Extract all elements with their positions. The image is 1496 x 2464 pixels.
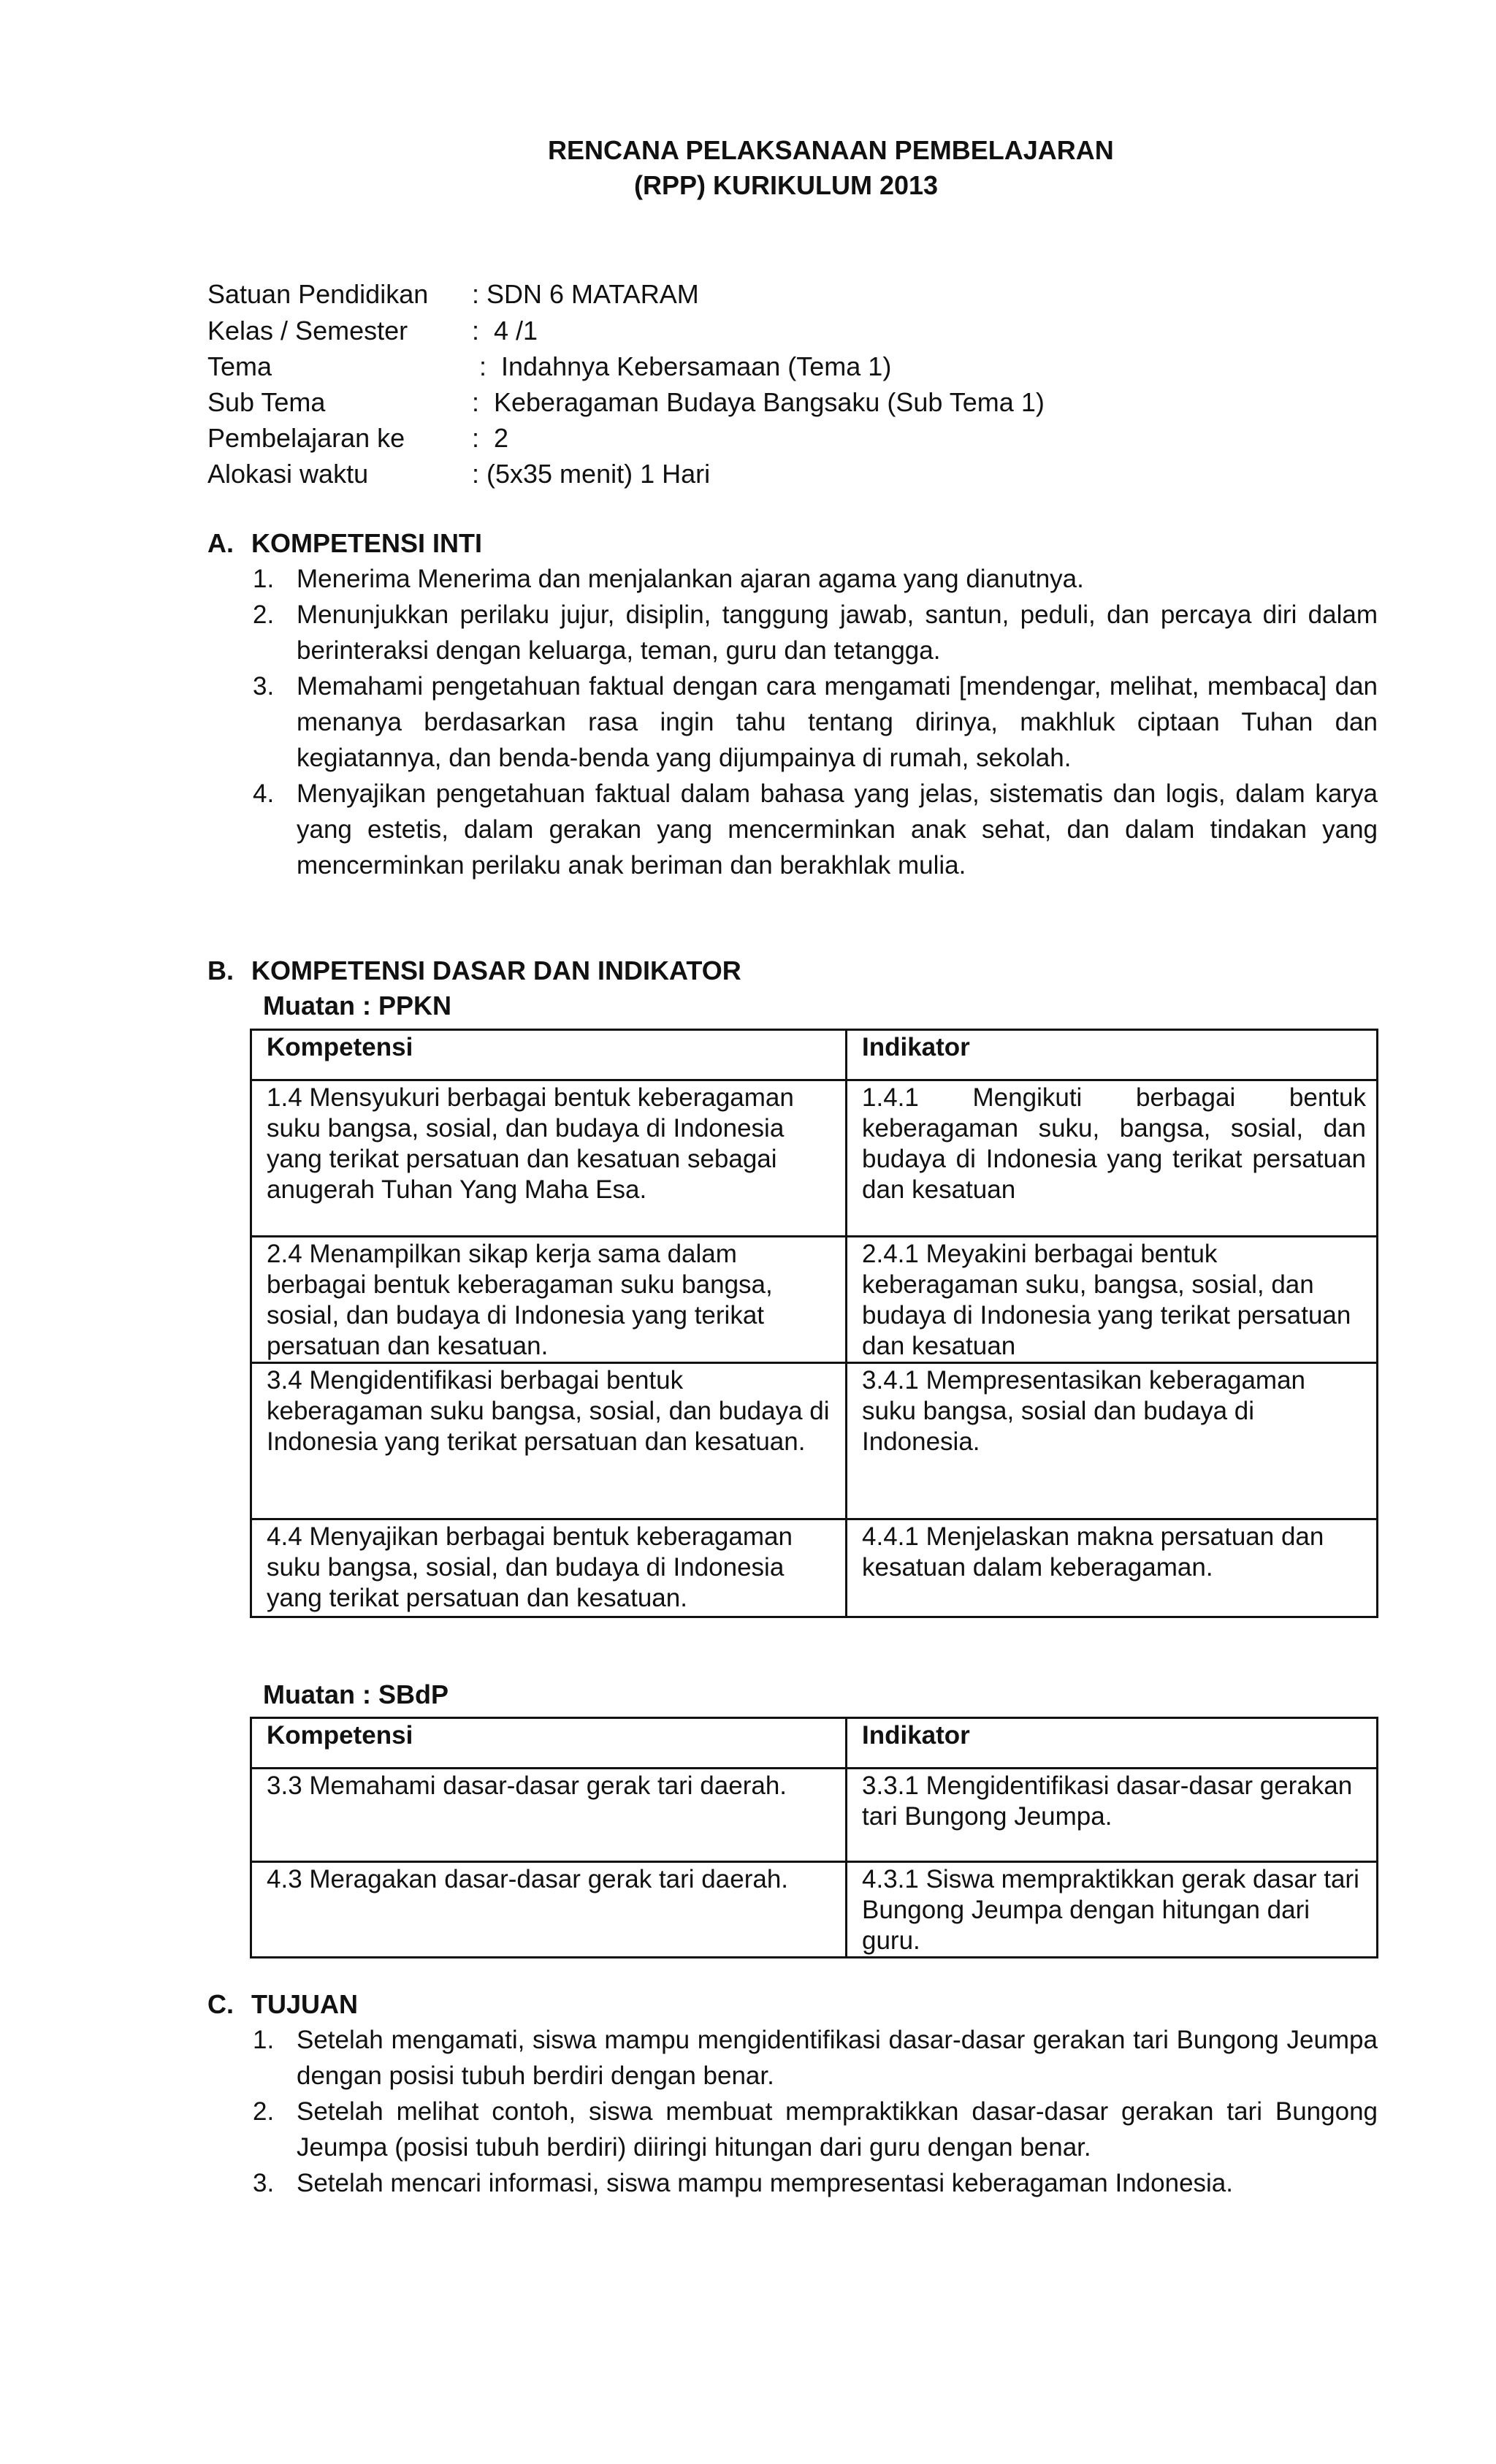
kompetensi-cell: 2.4 Menampilkan sikap kerja sama dalam berbagai bentuk keberagaman suku bangsa, sosial, dan budaya di Indonesia yang terikat persatuan dan kesatuan. xyxy=(251,1237,847,1363)
identity-row-tema xyxy=(207,348,891,385)
kompetensi-cell: 4.4 Menyajikan berbagai bentuk keberagaman suku bangsa, sosial, dan budaya di Indonesia yang terikat persatuan dan kesatuan. xyxy=(251,1519,847,1617)
kompetensi-cell: 1.4 Mensyukuri berbagai bentuk keberagaman suku bangsa, sosial, dan budaya di Indonesia yang terikat persatuan dan kesatuan sebagai anugerah Tuhan Yang Maha Esa. xyxy=(251,1080,847,1237)
identity-label: Sub Tema xyxy=(207,387,326,417)
list-number: 3. xyxy=(253,2169,275,2197)
table-row xyxy=(251,1363,1378,1519)
identity-value: : 2 xyxy=(472,423,509,453)
table-row xyxy=(251,1080,1378,1237)
indikator-cell: 1.4.1 Mengikuti berbagai bentuk keberagaman suku, bangsa, sosial, dan budaya di Indonesia yang terikat persatuan dan kesatuan xyxy=(847,1080,1378,1237)
list-item xyxy=(253,2022,1378,2094)
tujuan-list xyxy=(253,2022,1378,2201)
column-header-indikator: Indikator xyxy=(847,1030,1378,1080)
identity-label: Kelas / Semester xyxy=(207,316,408,346)
list-item xyxy=(253,561,1378,597)
kompetensi-inti-list xyxy=(253,561,1378,883)
list-item xyxy=(253,2165,1378,2201)
identity-value: : Keberagaman Budaya Bangsaku (Sub Tema 1) xyxy=(472,387,1045,417)
section-title: TUJUAN xyxy=(251,1989,359,2019)
list-text: Menyajikan pengetahuan faktual dalam bahasa yang jelas, sistematis dan logis, dalam karya yang estetis, dalam gerakan yang mencerminkan anak sehat, dan dalam tindakan yang mencerminkan perilaku anak beriman dan berakhlak mulia. xyxy=(297,779,1378,880)
section-title: KOMPETENSI INTI xyxy=(251,528,483,558)
column-header-kompetensi: Kompetensi xyxy=(251,1030,847,1080)
section-a-heading xyxy=(207,526,482,561)
table-row xyxy=(251,1237,1378,1363)
list-number: 2. xyxy=(253,600,275,629)
identity-row-satuan xyxy=(207,276,699,313)
identity-value: : 4 /1 xyxy=(472,316,538,346)
identity-value: : Indahnya Kebersamaan (Tema 1) xyxy=(472,351,892,381)
list-number: 2. xyxy=(253,2097,275,2126)
indikator-cell: 3.3.1 Mengidentifikasi dasar-dasar gerakan tari Bungong Jeumpa. xyxy=(847,1769,1378,1862)
list-text: Setelah mencari informasi, siswa mampu mempresentasi keberagaman Indonesia. xyxy=(297,2169,1233,2197)
indikator-cell: 2.4.1 Meyakini berbagai bentuk keberagaman suku, bangsa, sosial, dan budaya di Indonesia yang terikat persatuan dan kesatuan xyxy=(847,1237,1378,1363)
kompetensi-cell: 3.3 Memahami dasar-dasar gerak tari daerah. xyxy=(251,1769,847,1862)
sbdp-table xyxy=(250,1717,1378,1958)
identity-label: Alokasi waktu xyxy=(207,459,369,489)
muatan-ppkn-label: Muatan : PPKN xyxy=(263,991,452,1021)
section-c-heading xyxy=(207,1987,358,2022)
section-title: KOMPETENSI DASAR DAN INDIKATOR xyxy=(251,956,741,985)
kompetensi-cell: 4.3 Meragakan dasar-dasar gerak tari daerah. xyxy=(251,1862,847,1958)
identity-label: Tema xyxy=(207,351,272,381)
list-text: Setelah melihat contoh, siswa membuat mempraktikkan dasar-dasar gerakan tari Bungong Jeumpa (posisi tubuh berdiri) diiringi hitungan dari guru dengan benar. xyxy=(297,2097,1378,2162)
list-number: 4. xyxy=(253,779,275,808)
section-b-heading xyxy=(207,953,741,988)
identity-value: : (5x35 menit) 1 Hari xyxy=(472,459,711,489)
section-letter: B. xyxy=(207,956,234,985)
identity-row-pembelajaran xyxy=(207,420,508,457)
indikator-cell: 3.4.1 Mempresentasikan keberagaman suku bangsa, sosial dan budaya di Indonesia. xyxy=(847,1363,1378,1519)
table-header-row xyxy=(251,1030,1378,1080)
list-item xyxy=(253,776,1378,883)
table-row xyxy=(251,1862,1378,1958)
kompetensi-cell: 3.4 Mengidentifikasi berbagai bentuk keberagaman suku bangsa, sosial, dan budaya di Indonesia yang terikat persatuan dan kesatuan. xyxy=(251,1363,847,1519)
list-item xyxy=(253,2094,1378,2165)
muatan-sbdp-label: Muatan : SBdP xyxy=(263,1679,449,1709)
list-text: Setelah mengamati, siswa mampu mengidentifikasi dasar-dasar gerakan tari Bungong Jeumpa dengan posisi tubuh berdiri dengan benar. xyxy=(297,2026,1378,2090)
identity-label: Satuan Pendidikan xyxy=(207,279,429,309)
list-text: Memahami pengetahuan faktual dengan cara mengamati [mendengar, melihat, membaca] dan menanya berdasarkan rasa ingin tahu tentang dirinya, makhluk ciptaan Tuhan dan kegiatannya, dan benda-benda yang dijumpainya di rumah, sekolah. xyxy=(297,672,1378,772)
indikator-cell: 4.4.1 Menjelaskan makna persatuan dan kesatuan dalam keberagaman. xyxy=(847,1519,1378,1617)
identity-label: Pembelajaran ke xyxy=(207,423,405,453)
list-item xyxy=(253,597,1378,668)
list-text: Menerima Menerima dan menjalankan ajaran agama yang dianutnya. xyxy=(297,565,1084,593)
list-text: Menunjukkan perilaku jujur, disiplin, tanggung jawab, santun, peduli, dan percaya diri dalam berinteraksi dengan keluarga, teman, guru dan tetangga. xyxy=(297,600,1378,665)
table-row xyxy=(251,1769,1378,1862)
table-row xyxy=(251,1519,1378,1617)
identity-row-alokasi xyxy=(207,456,710,492)
list-item xyxy=(253,668,1378,776)
table-header-row xyxy=(251,1718,1378,1769)
identity-value: : SDN 6 MATARAM xyxy=(472,279,699,309)
section-letter: A. xyxy=(207,528,234,558)
ppkn-table xyxy=(250,1029,1378,1618)
indikator-cell: 4.3.1 Siswa mempraktikkan gerak dasar tari Bungong Jeumpa dengan hitungan dari guru. xyxy=(847,1862,1378,1958)
column-header-kompetensi: Kompetensi xyxy=(251,1718,847,1769)
identity-row-kelas xyxy=(207,313,538,349)
list-number: 1. xyxy=(253,2026,275,2054)
document-title-line2: (RPP) KURIKULUM 2013 xyxy=(634,170,939,200)
section-letter: C. xyxy=(207,1989,234,2019)
list-number: 3. xyxy=(253,672,275,701)
identity-row-subtema xyxy=(207,384,1045,421)
document-title-line1: RENCANA PELAKSANAAN PEMBELAJARAN xyxy=(548,135,1114,165)
list-number: 1. xyxy=(253,565,275,593)
column-header-indikator: Indikator xyxy=(847,1718,1378,1769)
